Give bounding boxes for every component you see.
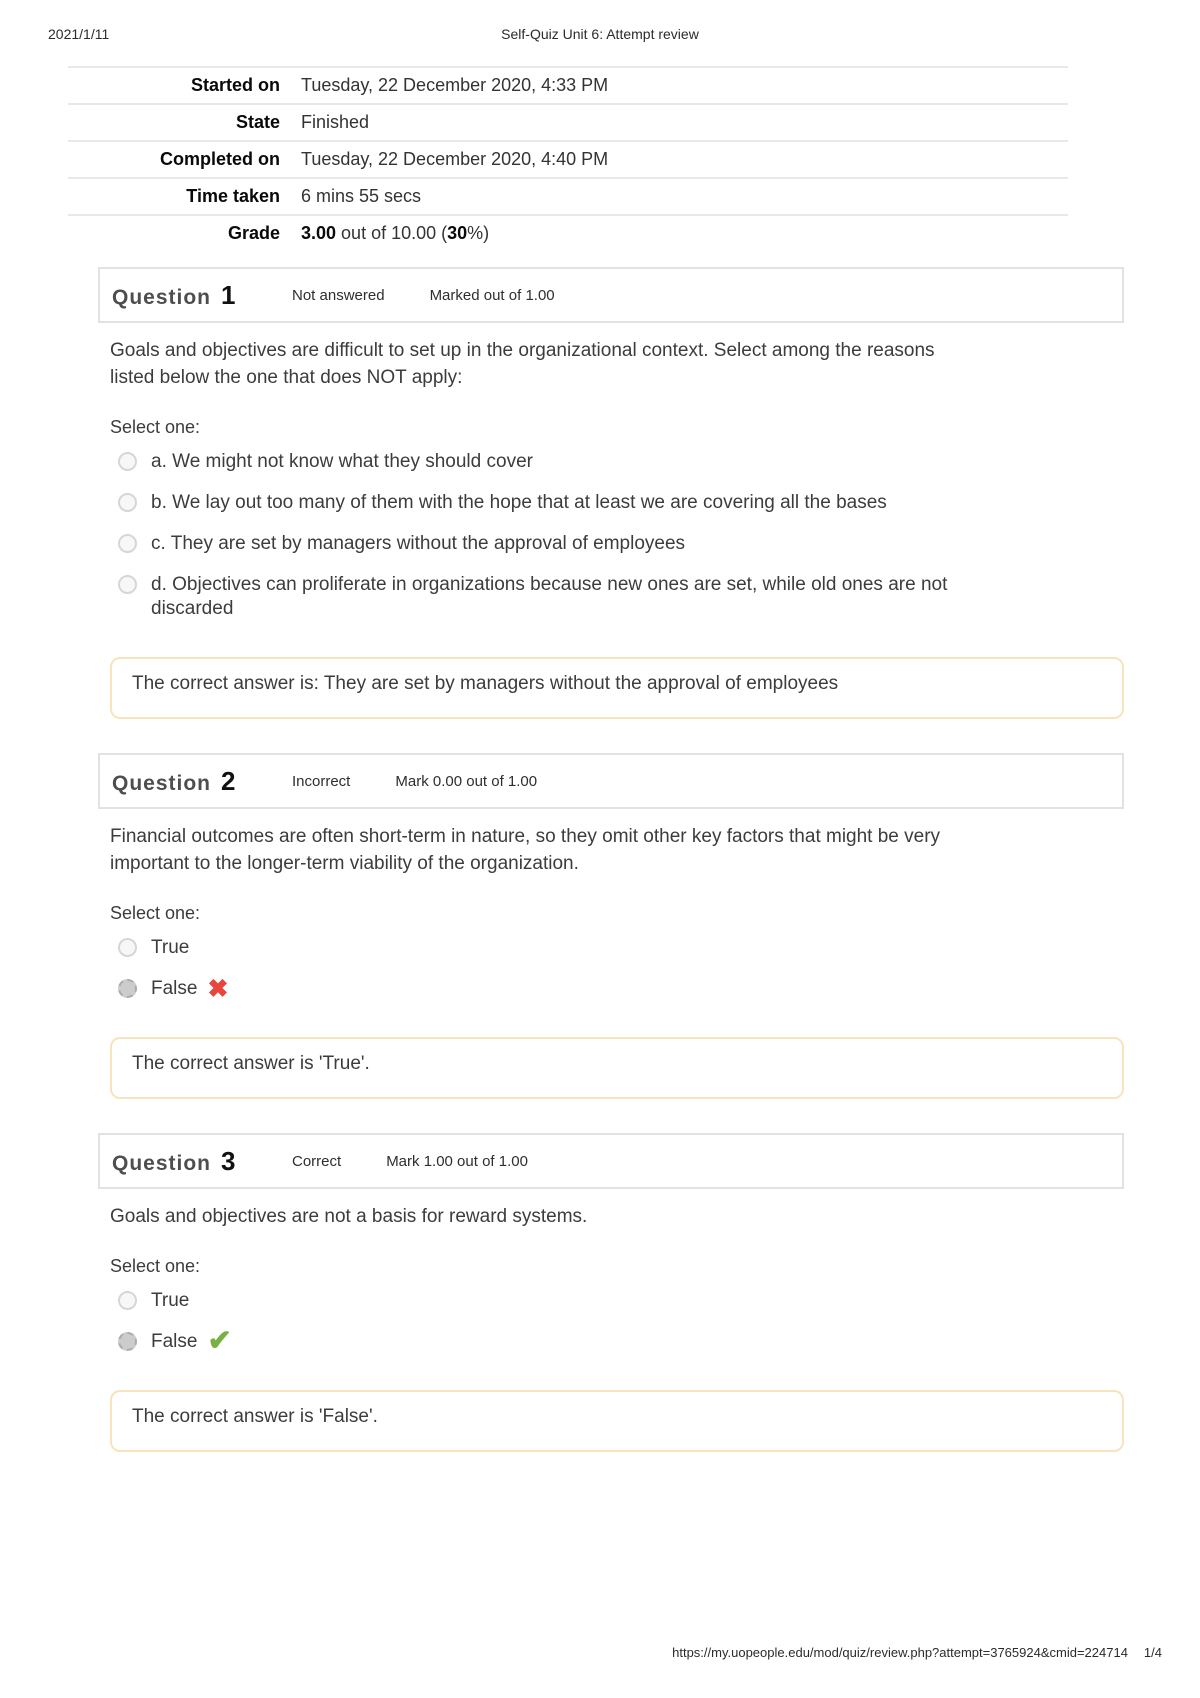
print-footer bbox=[672, 1645, 1162, 1660]
option-label: a. We might not know what they should cover bbox=[151, 451, 533, 472]
table-row bbox=[68, 103, 1068, 140]
question-title bbox=[112, 280, 292, 311]
questions-list bbox=[98, 267, 1124, 1452]
summary-label: Grade bbox=[227, 223, 280, 243]
correct-answer-feedback bbox=[110, 657, 1124, 719]
answer-option bbox=[110, 450, 1124, 474]
question-block-2 bbox=[98, 753, 1124, 1099]
question-block-1 bbox=[98, 267, 1124, 719]
summary-label: Started on bbox=[190, 75, 280, 95]
question-header bbox=[98, 267, 1124, 323]
option-label: False ✖ bbox=[151, 975, 229, 1003]
answer-option bbox=[110, 977, 1124, 1001]
summary-label: Completed on bbox=[160, 149, 280, 169]
attempt-summary-table bbox=[68, 66, 1068, 251]
question-status: Incorrect bbox=[292, 772, 351, 790]
radio-button-unselected[interactable] bbox=[118, 493, 137, 512]
table-row bbox=[68, 177, 1068, 214]
summary-value: 6 mins 55 secs bbox=[301, 186, 422, 206]
summary-value: Tuesday, 22 December 2020, 4:40 PM bbox=[301, 149, 609, 169]
select-one-prompt: Select one: bbox=[110, 903, 201, 923]
radio-button-unselected[interactable] bbox=[118, 452, 137, 471]
grade-score: 3.00 bbox=[301, 223, 337, 243]
answer-option bbox=[110, 1289, 1124, 1313]
answer-options bbox=[110, 1289, 1124, 1357]
answer-option bbox=[110, 532, 1124, 556]
correct-check-icon: ✔ bbox=[207, 1325, 232, 1357]
answer-option bbox=[110, 491, 1124, 515]
radio-button-unselected[interactable] bbox=[118, 534, 137, 553]
question-text: Goals and objectives are difficult to set up in the organizational context. Select among the reasons listed below the one that does NOT apply: bbox=[110, 340, 935, 388]
summary-label: State bbox=[235, 112, 280, 132]
question-body bbox=[98, 823, 1124, 1099]
grade-value: 3.00 out of 10.00 (30%) bbox=[301, 223, 490, 243]
print-header-date: 2021/1/11 bbox=[48, 26, 110, 42]
table-row bbox=[68, 140, 1068, 177]
select-one-prompt: Select one: bbox=[110, 1256, 201, 1276]
answer-option bbox=[110, 573, 1124, 621]
question-word: Question bbox=[112, 285, 212, 309]
table-row-grade bbox=[68, 214, 1068, 251]
question-title bbox=[112, 1146, 292, 1177]
question-header bbox=[98, 1133, 1124, 1189]
question-title bbox=[112, 766, 292, 797]
footer-page-number: 1/4 bbox=[1143, 1645, 1162, 1660]
question-word: Question bbox=[112, 771, 212, 795]
question-status: Not answered bbox=[292, 286, 385, 304]
question-block-3 bbox=[98, 1133, 1124, 1452]
question-text: Financial outcomes are often short-term in nature, so they omit other key factors that might be very important to the longer-term viability of the organization. bbox=[110, 826, 941, 874]
feedback-text: The correct answer is 'True'. bbox=[132, 1053, 370, 1074]
incorrect-cross-icon: ✖ bbox=[207, 975, 229, 1003]
option-label: b. We lay out too many of them with the hope that at least we are covering all the bases bbox=[151, 492, 887, 513]
summary-label: Time taken bbox=[186, 186, 280, 206]
grade-percent: 30 bbox=[447, 223, 468, 243]
answer-options bbox=[110, 450, 1124, 621]
radio-button-unselected[interactable] bbox=[118, 1291, 137, 1310]
question-mark: Mark 1.00 out of 1.00 bbox=[386, 1152, 528, 1170]
print-header-title: Self-Quiz Unit 6: Attempt review bbox=[501, 26, 699, 42]
correct-answer-feedback bbox=[110, 1390, 1124, 1452]
question-number: 1 bbox=[221, 279, 236, 310]
question-text: Goals and objectives are not a basis for reward systems. bbox=[110, 1206, 588, 1227]
answer-option bbox=[110, 1325, 1124, 1357]
option-label: d. Objectives can proliferate in organizations because new ones are set, while old ones are not discarded bbox=[151, 574, 948, 619]
radio-button-selected[interactable] bbox=[118, 1332, 137, 1351]
footer-url: https://my.uopeople.edu/mod/quiz/review.php?attempt=3765924&cmid=224714 bbox=[672, 1645, 1128, 1660]
answer-option bbox=[110, 936, 1124, 960]
question-body bbox=[98, 337, 1124, 719]
table-row bbox=[68, 66, 1068, 103]
radio-button-selected[interactable] bbox=[118, 979, 137, 998]
summary-value: Tuesday, 22 December 2020, 4:33 PM bbox=[301, 75, 609, 95]
feedback-text: The correct answer is: They are set by managers without the approval of employees bbox=[132, 673, 839, 694]
feedback-text: The correct answer is 'False'. bbox=[132, 1406, 378, 1427]
question-status: Correct bbox=[292, 1152, 342, 1170]
select-one-prompt: Select one: bbox=[110, 417, 201, 437]
question-mark: Marked out of 1.00 bbox=[429, 286, 555, 304]
radio-button-unselected[interactable] bbox=[118, 575, 137, 594]
question-word: Question bbox=[112, 1151, 212, 1175]
radio-button-unselected[interactable] bbox=[118, 938, 137, 957]
correct-answer-feedback bbox=[110, 1037, 1124, 1099]
answer-options bbox=[110, 936, 1124, 1001]
question-body bbox=[98, 1203, 1124, 1452]
summary-value: Finished bbox=[301, 112, 370, 132]
option-label: c. They are set by managers without the approval of employees bbox=[151, 533, 686, 554]
option-label: True bbox=[151, 937, 190, 958]
option-label: True bbox=[151, 1290, 190, 1311]
question-number: 2 bbox=[221, 765, 236, 796]
question-header bbox=[98, 753, 1124, 809]
question-number: 3 bbox=[221, 1145, 236, 1176]
question-mark: Mark 0.00 out of 1.00 bbox=[395, 772, 538, 790]
option-label: False ✔ bbox=[151, 1325, 232, 1357]
